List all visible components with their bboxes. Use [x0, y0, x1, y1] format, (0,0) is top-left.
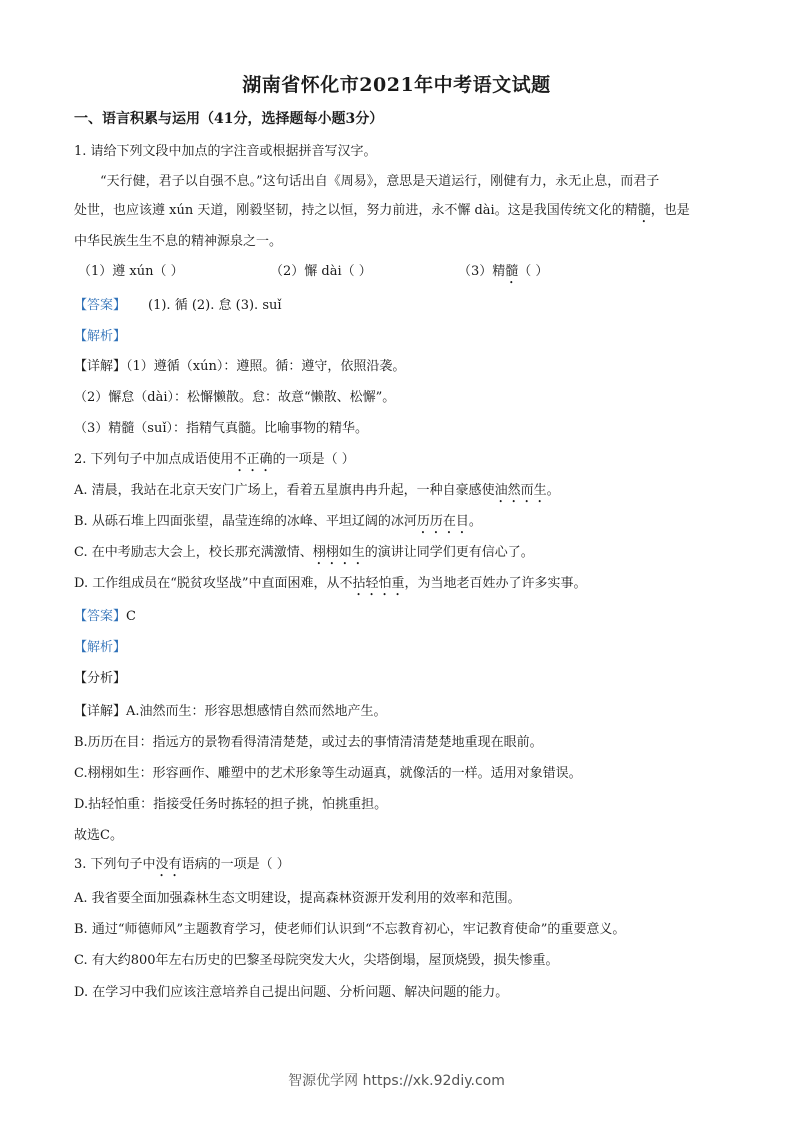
- q2-fenxi: 【分析】: [74, 671, 127, 686]
- q3-stem-start: 3. 下列句子中: [74, 857, 156, 872]
- q3-option-a: A. 我省要全面加强森林生态文明建设，提高森林资源开发利用的效率和范围。: [74, 891, 521, 906]
- q2-option-a-idiom: 油然而生: [494, 483, 547, 498]
- q2-option-c: [74, 544, 534, 568]
- q2-answer-text: C: [126, 609, 136, 624]
- q1-passage-line-2-end: ，也是: [650, 203, 690, 218]
- q2-option-b-text: B. 从砾石堆上四面张望，晶莹连绵的冰峰、平坦辽阔的冰河: [74, 514, 417, 529]
- q1-blank-3: [458, 263, 548, 287]
- q2-option-c-text: C. 在中考励志大会上，校长那充满激情、: [74, 545, 313, 560]
- q2-option-d-idiom: 拈轻怕重: [352, 576, 405, 591]
- q2-option-c-idiom: 栩栩如生: [312, 545, 365, 560]
- q2-answer: [74, 608, 136, 626]
- page-footer-watermark: 智源优学网 https://xk.92diy.com: [288, 1073, 505, 1089]
- q2-option-a-text: A. 清晨，我站在北京天安门广场上，看着五星旗冉冉升起，一种自豪感使: [74, 483, 495, 498]
- q1-passage-line-1: “天行健，君子以自强不息。”这句话出自《周易》，意思是天道运行，刚健有力，永无止息，而君子: [100, 174, 660, 189]
- q3-stem-dotted: 没有: [155, 857, 182, 872]
- q1-blank-3-dotted-char: 髓: [505, 264, 519, 279]
- q1-answer-text: (1). 循 (2). 怠 (3). suǐ: [148, 298, 282, 313]
- q2-option-a-end: 。: [546, 483, 560, 498]
- q1-detail-3: （3）精髓（suǐ）：指精气真髓。比喻事物的精华。: [74, 421, 368, 436]
- q3-option-c: C. 有大约800年左右历史的巴黎圣母院突发大火，尖塔倒塌，屋顶烧毁，损失惨重。: [74, 953, 559, 968]
- q2-detail-3: C.栩栩如生：形容画作、雕塑中的艺术形象等生动逼真，就像活的一样。适用对象错误。: [74, 766, 582, 781]
- q1-blank-3-label: （3）精: [458, 264, 506, 279]
- q1-detail-1: 【详解】（1）遵循（xún）：遵照。循：遵守，依照沿袭。: [74, 359, 406, 374]
- q2-detail-4: D.拈轻怕重：指接受任务时拣轻的担子挑，怕挑重担。: [74, 797, 388, 812]
- q3-stem-end: 语病的一项是（ ）: [181, 857, 290, 872]
- q2-option-d: [74, 575, 587, 599]
- q2-detail-1: 【详解】A.油然而生：形容思想感情自然而然地产生。: [74, 704, 387, 719]
- q1-passage-line-2-text: 处世，也应该遵 xún 天道，刚毅坚韧，持之以恒，努力前进，永不懈 dài。这是我国传统文化的精: [74, 203, 638, 218]
- q2-option-b: [74, 513, 482, 537]
- q1-passage-line-2: [74, 202, 690, 226]
- answer-tag: 【答案】: [74, 609, 127, 624]
- section-heading: 一、语言积累与运用（41分，选择题每小题3分）: [74, 111, 384, 127]
- q1-analysis-tag: 【解析】: [74, 329, 127, 344]
- q1-passage-line-3: 中华民族生生不息的精神源泉之一。: [74, 234, 283, 249]
- q1-stem: 1. 请给下列文段中加点的字注音或根据拼音写汉字。: [74, 144, 377, 159]
- q1-blank-2: （2）懈 dài（ ）: [270, 264, 372, 279]
- q2-analysis-tag: 【解析】: [74, 640, 127, 655]
- q3-option-b: B. 通过“师德师风”主题教育学习，使老师们认识到“不忘教育初心，牢记教育使命”的重要意义。: [74, 922, 626, 937]
- q2-option-d-end: ，为当地老百姓办了许多实事。: [404, 576, 587, 591]
- q3-stem: [74, 856, 290, 880]
- q2-stem: [74, 451, 355, 475]
- q2-option-b-end: 。: [468, 514, 482, 529]
- q2-stem-dotted: 不正确: [233, 452, 273, 467]
- page-title: 湖南省怀化市2021年中考语文试题: [242, 74, 551, 96]
- q1-blank-3-paren: （ ）: [518, 264, 549, 279]
- q2-option-c-end: 的演讲让同学们更有信心了。: [364, 545, 534, 560]
- q2-option-b-idiom: 历历在目: [416, 514, 469, 529]
- q3-option-d: D. 在学习中我们应该注意培养自己提出问题、分析问题、解决问题的能力。: [74, 985, 509, 1000]
- q1-passage-dotted-char: 髓: [637, 203, 651, 218]
- q2-stem-start: 2. 下列句子中加点成语使用: [74, 452, 234, 467]
- q2-conclusion: 故选C。: [74, 828, 123, 843]
- q1-blank-1: （1）遵 xún（ ）: [78, 264, 184, 279]
- q1-answer: [74, 297, 282, 315]
- q2-detail-2: B.历历在目：指远方的景物看得清清楚楚，或过去的事情清清楚楚地重现在眼前。: [74, 735, 543, 750]
- q1-detail-2: （2）懈怠（dài）：松懈懒散。怠：故意“懒散、松懈”。: [74, 390, 396, 405]
- answer-tag: 【答案】: [74, 298, 127, 313]
- q2-stem-end: 的一项是（ ）: [272, 452, 355, 467]
- q2-option-a: [74, 482, 560, 506]
- q2-option-d-text: D. 工作组成员在“脱贫攻坚战”中直面困难，从不: [74, 576, 353, 591]
